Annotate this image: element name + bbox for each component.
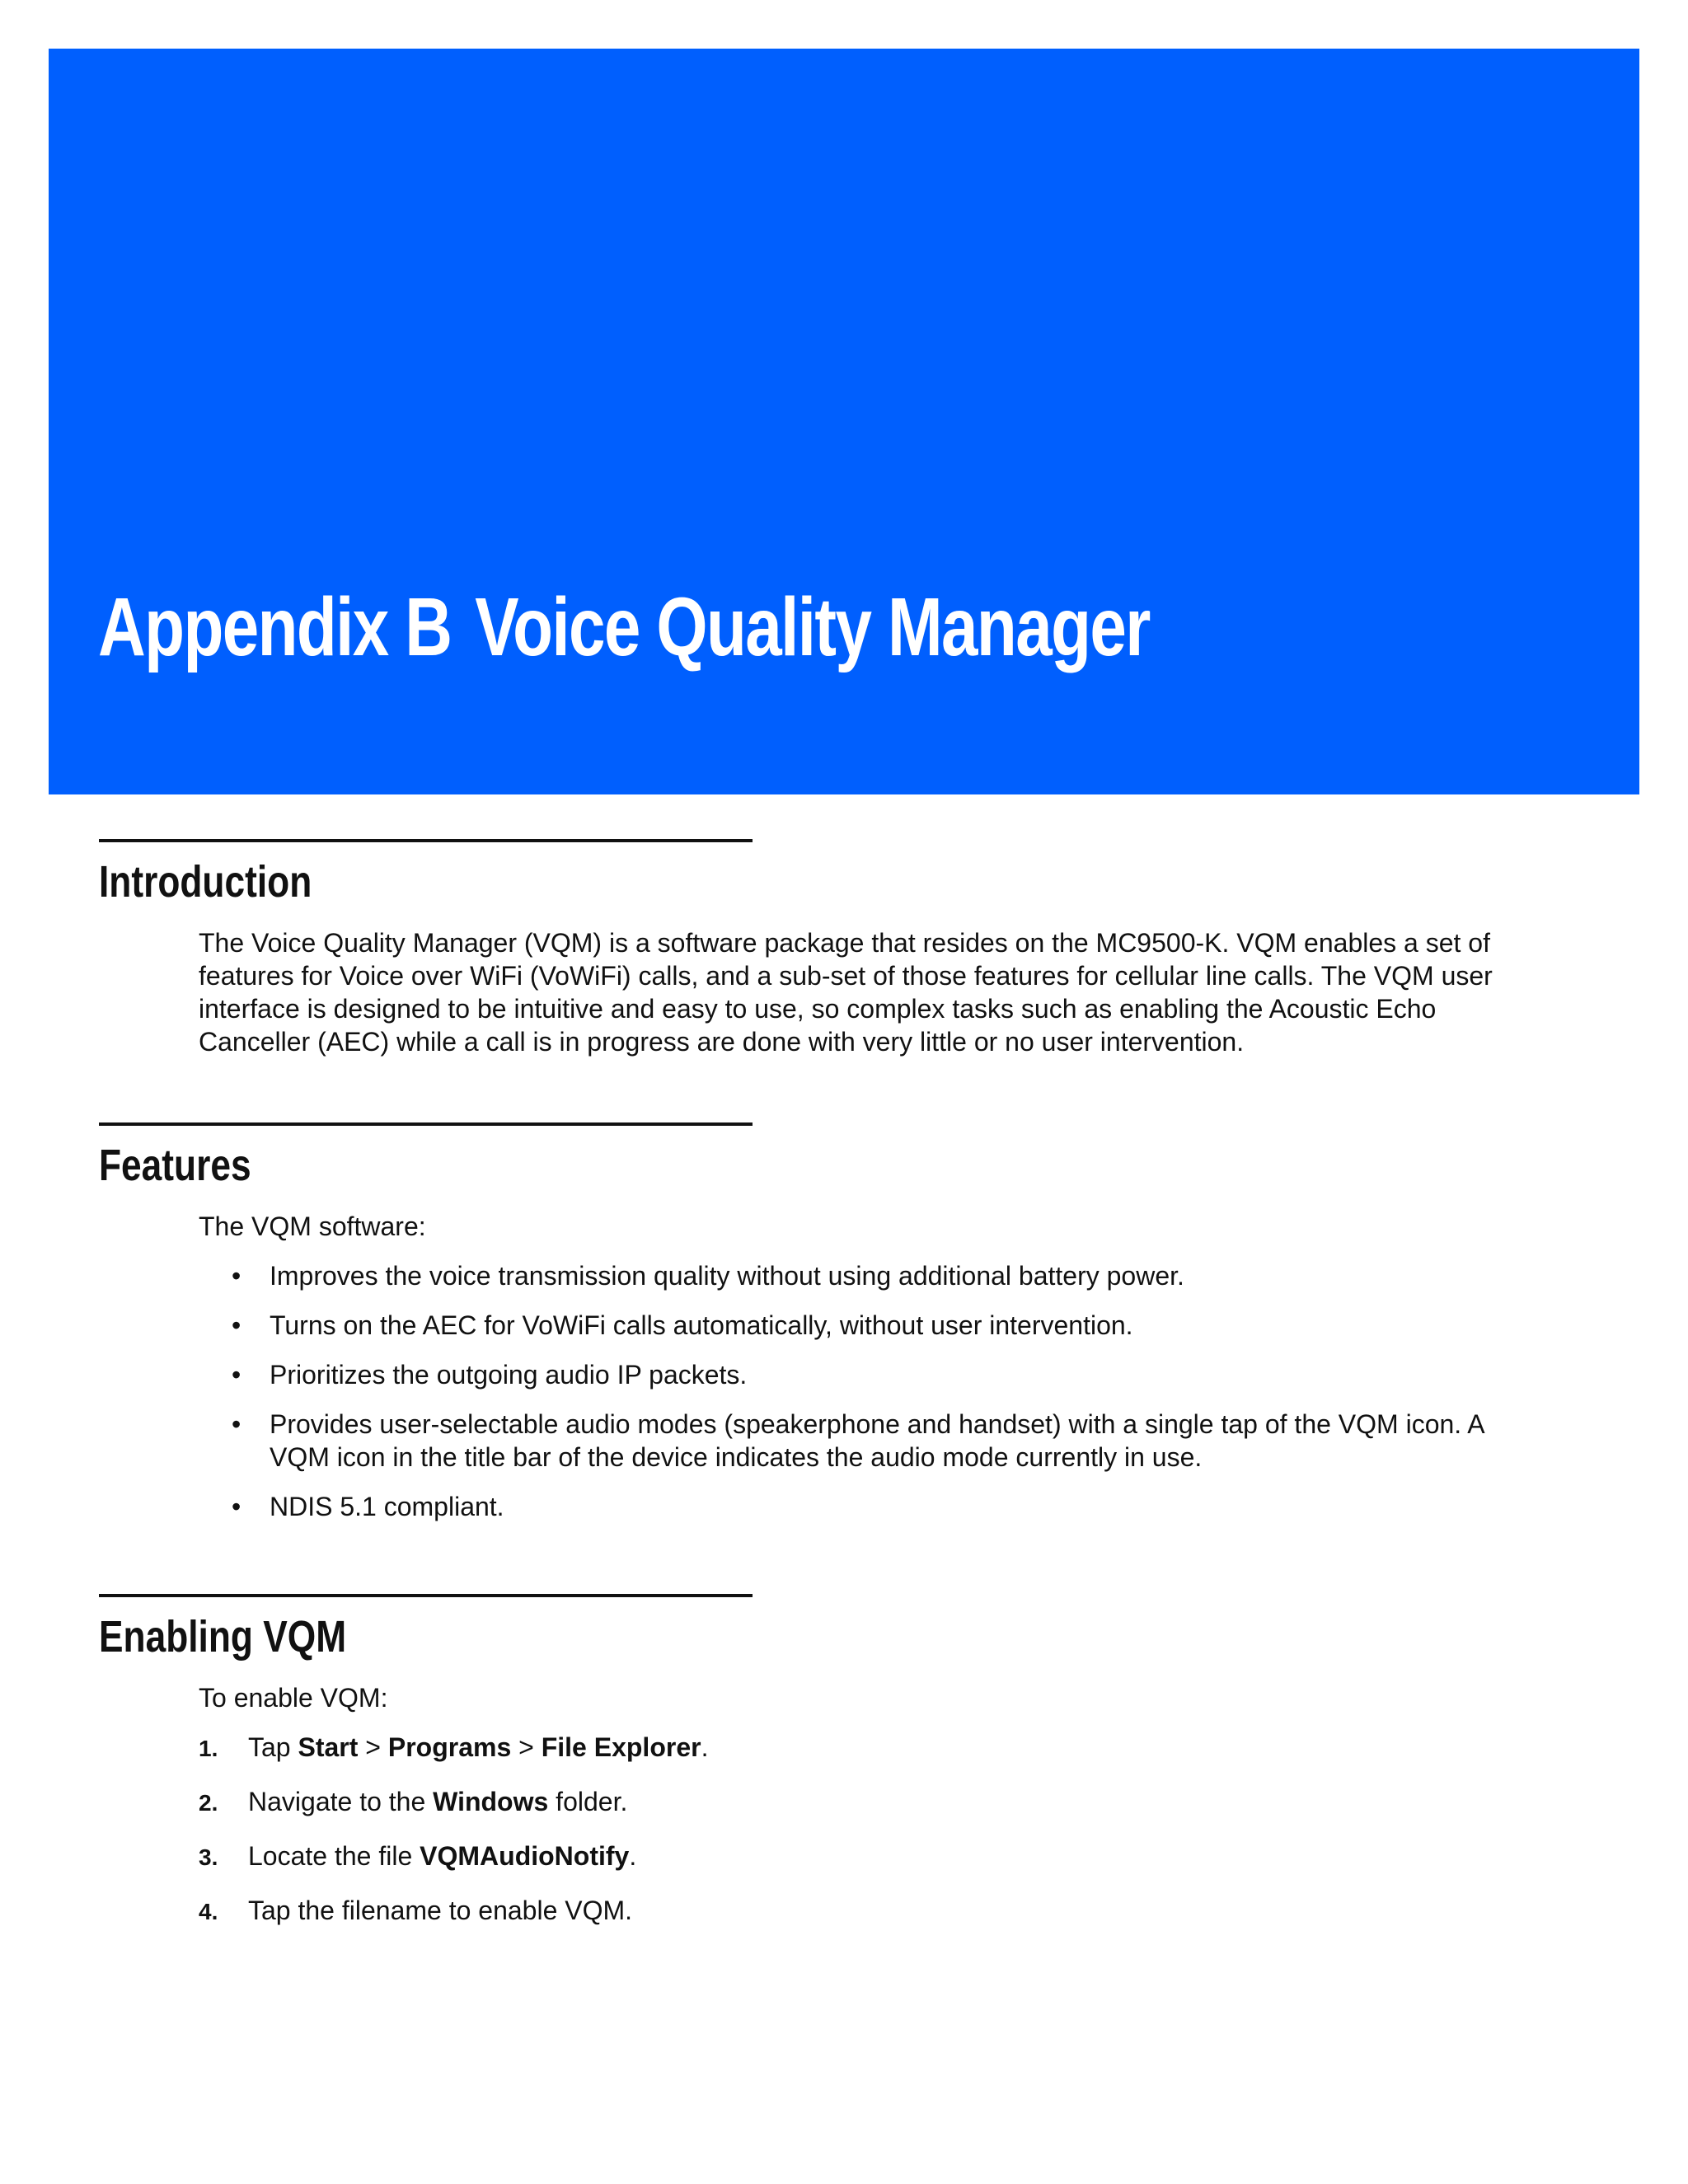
step-part-bold: Windows: [433, 1787, 549, 1816]
feature-text: Turns on the AEC for VoWiFi calls automatically, without user intervention.: [270, 1310, 1133, 1340]
step-part-bold: VQMAudioNotify: [420, 1841, 630, 1871]
features-lead: The VQM software:: [199, 1212, 426, 1241]
feature-item: [199, 1358, 1649, 1391]
step-item: [199, 1894, 1649, 1927]
feature-text-line: VQM icon in the title bar of the device indicates the audio mode currently in use.: [270, 1442, 1203, 1472]
step-part: .: [701, 1732, 709, 1762]
step-number: 1.: [199, 1736, 218, 1761]
bullet-marker: •: [232, 1310, 241, 1340]
step-number: 3.: [199, 1844, 218, 1870]
feature-text: Improves the voice transmission quality without using additional battery power.: [270, 1261, 1184, 1291]
chapter-banner: [49, 49, 1639, 794]
step-part: Tap: [248, 1732, 298, 1762]
features-body: [199, 1210, 1649, 1523]
enabling-lead: To enable VQM:: [199, 1683, 388, 1713]
paragraph-line: The Voice Quality Manager (VQM) is a software package that resides on the MC9500-K. VQM enables a set of: [199, 928, 1490, 958]
features-list: [199, 1259, 1649, 1523]
bullet-marker: •: [232, 1261, 241, 1291]
step-part: .: [629, 1841, 637, 1871]
enabling-heading: Enabling VQM: [99, 1612, 347, 1661]
steps-list: [199, 1731, 1649, 1927]
chapter-title: [98, 578, 1150, 677]
step-part-bold: Start: [298, 1732, 359, 1762]
features-section: [99, 1122, 1607, 1523]
introduction-paragraph: [199, 926, 1649, 1058]
feature-item: [199, 1490, 1649, 1523]
paragraph-line: features for Voice over WiFi (VoWiFi) calls, and a sub-set of those features for cellular line calls. The VQM user: [199, 961, 1493, 991]
enabling-section: [99, 1594, 1607, 1927]
features-heading: Features: [99, 1141, 251, 1190]
step-part-bold: File Explorer: [541, 1732, 701, 1762]
step-part: >: [358, 1732, 388, 1762]
step-number: 2.: [199, 1790, 218, 1816]
feature-item: [199, 1408, 1649, 1474]
feature-text: Prioritizes the outgoing audio IP packets.: [270, 1360, 748, 1390]
step-part: Locate the file: [248, 1841, 420, 1871]
step-part: folder.: [548, 1787, 628, 1816]
bullet-marker: •: [232, 1360, 241, 1390]
step-number: 4.: [199, 1899, 218, 1924]
enabling-body: [199, 1681, 1649, 1927]
feature-text-line: Provides user-selectable audio modes (speakerphone and handset) with a single tap of the VQM icon. A: [270, 1409, 1485, 1439]
step-part-bold: Programs: [387, 1732, 512, 1762]
feature-item: [199, 1309, 1649, 1342]
section-rule: [99, 1594, 753, 1597]
section-rule: [99, 1122, 753, 1126]
step-part: >: [511, 1732, 542, 1762]
bullet-marker: •: [232, 1492, 241, 1521]
chapter-label: Appendix B: [98, 581, 452, 673]
bullet-marker: •: [232, 1409, 241, 1439]
paragraph-line: interface is designed to be intuitive and easy to use, so complex tasks such as enabling the Acoustic Echo: [199, 994, 1437, 1024]
introduction-heading: Introduction: [99, 857, 312, 907]
feature-item: [199, 1259, 1649, 1292]
step-part: Navigate to the: [248, 1787, 434, 1816]
step-part: Tap the filename to enable VQM.: [248, 1896, 633, 1925]
introduction-section: [99, 839, 1607, 1058]
step-item: [199, 1840, 1649, 1872]
feature-text: NDIS 5.1 compliant.: [270, 1492, 504, 1521]
step-item: [199, 1785, 1649, 1818]
paragraph-line: Canceller (AEC) while a call is in progress are done with very little or no user intervention.: [199, 1027, 1245, 1057]
step-item: [199, 1731, 1649, 1764]
section-rule: [99, 839, 753, 842]
chapter-name: Voice Quality Manager: [475, 581, 1150, 673]
